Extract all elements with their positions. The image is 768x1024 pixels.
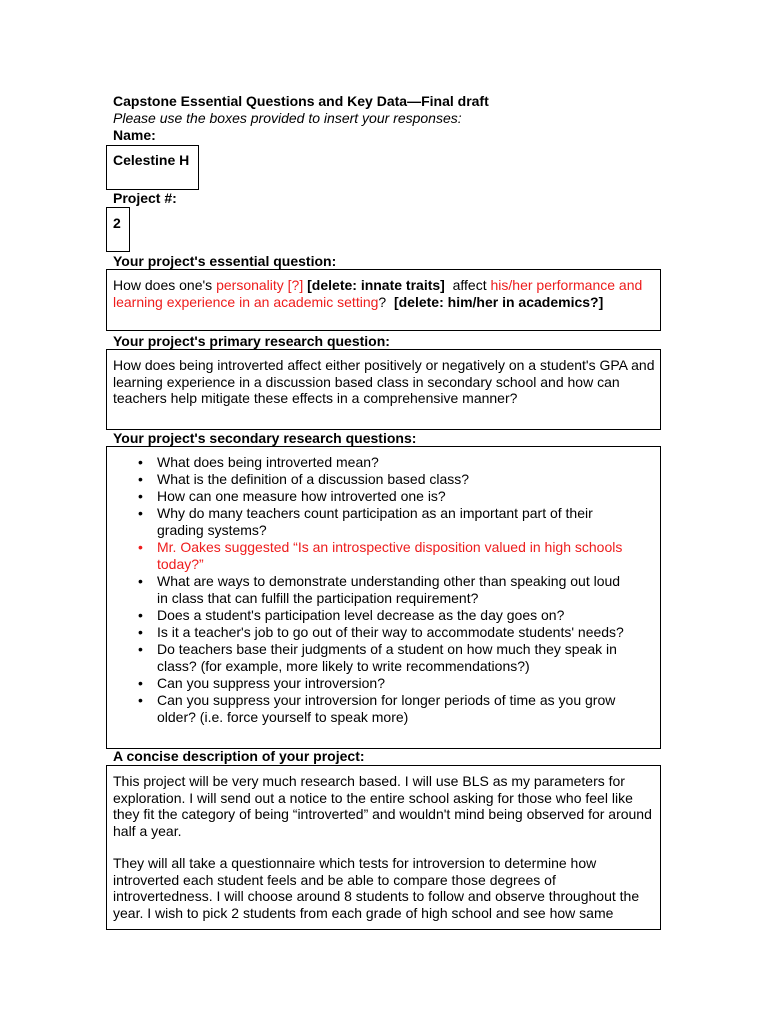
name-value: Celestine H: [113, 152, 190, 168]
essential-question-box[interactable]: [106, 269, 661, 331]
eq-text-5: his/her performance and learning experience in an academic setting: [113, 277, 643, 310]
list-item: • Is it a teacher's job to go out of their way to accommodate students' needs?: [113, 624, 633, 641]
essential-question-label: Your project's essential question:: [113, 253, 337, 269]
name-label: Name:: [113, 127, 156, 143]
list-item: • Why do many teachers count participation as an important part of their grading systems?: [113, 505, 633, 539]
instructions: Please use the boxes provided to insert your responses:: [113, 110, 462, 126]
list-item-highlighted: • Mr. Oakes suggested “Is an introspective disposition valued in high schools today?”: [113, 539, 633, 573]
project-number-box[interactable]: [106, 207, 130, 252]
project-number-value: 2: [113, 215, 121, 231]
secondary-questions-list: [113, 454, 633, 726]
eq-text-2: personality [?]: [216, 277, 304, 293]
page-title: Capstone Essential Questions and Key Data—Final draft: [113, 93, 489, 109]
eq-text-1: How does one's: [113, 277, 217, 293]
eq-text-4: affect: [444, 277, 491, 293]
secondary-questions-box[interactable]: [106, 446, 661, 749]
name-box[interactable]: [106, 145, 199, 190]
list-item: • Do teachers base their judgments of a student on how much they speak in class? (for example, more likely to write recommendations?): [113, 641, 633, 675]
primary-question-label: Your project's primary research question:: [113, 333, 390, 349]
list-item: • Can you suppress your introversion?: [113, 675, 633, 692]
eq-text-6: ?: [378, 293, 394, 310]
list-item: • Can you suppress your introversion for longer periods of time as you grow older? (i.e. force yourself to speak more): [113, 692, 633, 726]
list-item: • What is the definition of a discussion based class?: [113, 471, 633, 488]
description-box[interactable]: [106, 765, 661, 930]
description-paragraph-2: They will all take a questionnaire which tests for introversion to determine how introverted each student feels and be able to compare those degrees of introvertedness. I will choose around 8 students to follow and observe throughout the year. I wish to pick 2 students from each grade of high school and see how same: [113, 855, 640, 921]
secondary-questions-label: Your project's secondary research questions:: [113, 430, 417, 446]
primary-question-box[interactable]: [106, 349, 661, 430]
list-item: • Does a student's participation level decrease as the day goes on?: [113, 607, 633, 624]
list-item: • What does being introverted mean?: [113, 454, 633, 471]
eq-text-7: [delete: him/her in academics?]: [393, 293, 604, 310]
essential-question-text: [113, 277, 653, 310]
list-item: • How can one measure how introverted one is?: [113, 488, 633, 505]
eq-text-3: [delete: innate traits]: [303, 277, 445, 293]
list-item: • What are ways to demonstrate understanding other than speaking out loud in class that can fulfill the participation requirement?: [113, 573, 633, 607]
primary-question-text: How does being introverted affect either positively or negatively on a student's GPA and learning experience in a discussion based class in secondary school and how can teachers help mitigate these effects in a comprehensive manner?: [113, 357, 655, 406]
project-number-label: Project #:: [113, 190, 177, 206]
description-paragraph-1: This project will be very much research based. I will use BLS as my parameters for exploration. I will send out a notice to the entire school asking for those who feel like they fit the category of being “introverted” and wouldn't mind being observed for around half a year.: [113, 773, 652, 839]
description-label: A concise description of your project:: [113, 748, 365, 764]
